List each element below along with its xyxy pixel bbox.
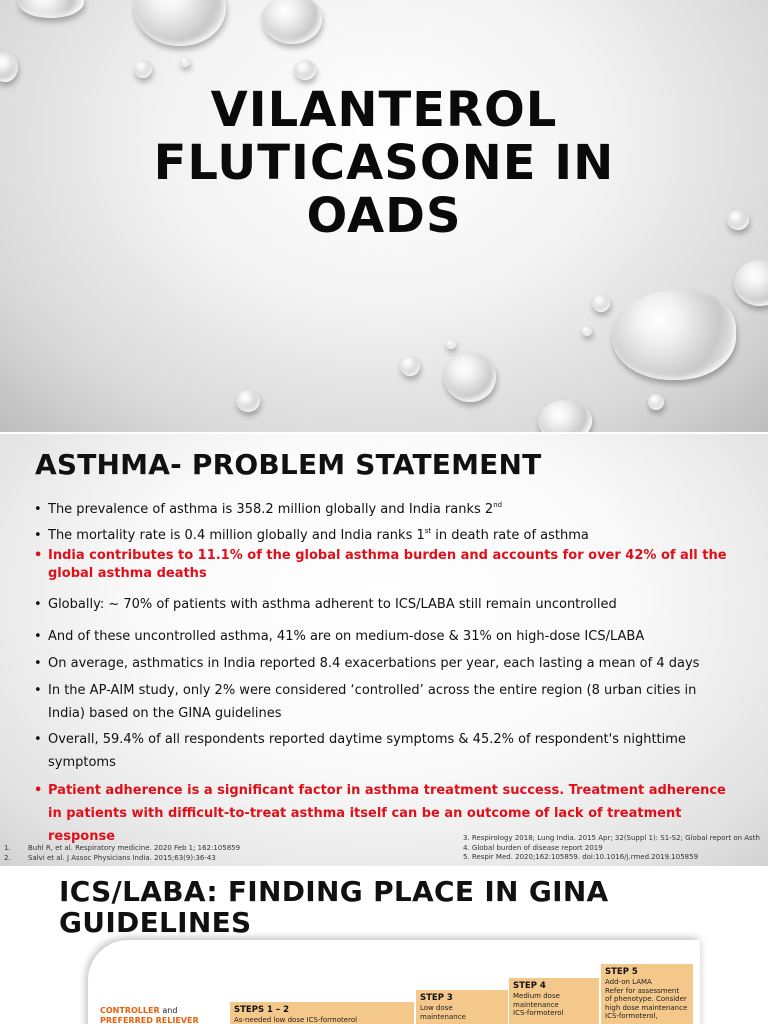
water-drop-decoration [446, 339, 456, 349]
bullet-text-continued: in death rate of asthma [431, 528, 589, 543]
bullet-text: Globally: ~ 70% of patients with asthma adherent to ICS/LABA still remain uncontrolled [48, 597, 617, 612]
references-right [463, 834, 760, 863]
title-line: GUIDELINES [59, 906, 252, 939]
water-drop-decoration [236, 390, 260, 412]
reference-item: 2. Salvi et al. J Assoc Physicians India. 2015;63(9):36-43 [4, 853, 216, 862]
references-left [4, 844, 240, 863]
gina-step-4 [509, 978, 599, 1024]
step-text: maintenance [513, 1000, 559, 1009]
step-text: Low dose [420, 1004, 453, 1012]
water-drop-decoration [734, 260, 768, 306]
step-text: maintenance [420, 1012, 466, 1021]
step-text: Medium dose [513, 992, 560, 1000]
title-slide [0, 0, 768, 432]
step-text: ICS-formoterol [513, 1009, 564, 1017]
slide-title: ASTHMA- PROBLEM STATEMENT [35, 448, 542, 481]
gina-step-1-2 [230, 1002, 414, 1024]
bullet-item-highlight: • India contributes to 11.1% of the global asthma burden and accounts for over 42% of all the global asthma deaths [34, 547, 752, 583]
bullet-text: In the AP-AIM study, only 2% were considered ‘controlled’ across the entire region (8 urban cities in India) based on the GINA guidelines [48, 683, 697, 721]
water-drop-decoration [538, 400, 592, 432]
bullet-item: • Overall, 59.4% of all respondents reported daytime symptoms & 45.2% of respondent's nighttime symptoms [34, 728, 734, 774]
controller-reliever-label: CONTROLLER and PREFERRED RELIEVER [100, 1006, 199, 1024]
water-drop-decoration [0, 52, 18, 82]
water-drop-decoration [582, 326, 592, 336]
gina-guidelines-slide [0, 868, 768, 1024]
reference-item: 3. Respirology 2018; Lung India. 2015 Apr; 32(Suppl 1): S1-S2; Global report on Asth [463, 834, 760, 842]
slide-title [59, 876, 609, 938]
water-drop-decoration [648, 394, 664, 410]
step-text: high dose maintenance [605, 1003, 688, 1012]
title-line: ICS/LABA: FINDING PLACE IN GINA [59, 875, 609, 908]
reference-item: 4. Global burden of disease report 2019 [463, 843, 603, 852]
superscript: nd [493, 501, 503, 509]
bullet-item: • In the AP-AIM study, only 2% were considered ‘controlled’ across the entire region (8 urban cities in India) based on the GINA guidelines [34, 679, 734, 725]
water-drop-decoration [134, 60, 152, 78]
water-drop-decoration [294, 60, 316, 80]
bullet-text: On average, asthmatics in India reported 8.4 exacerbations per year, each lasting a mean of 4 days [48, 656, 700, 671]
water-drop-decoration [444, 352, 496, 402]
water-drop-decoration [180, 57, 190, 67]
title-line: VILANTEROL [210, 82, 558, 138]
water-drop-decoration [262, 0, 322, 44]
title-line: FLUTICASONE IN [153, 135, 615, 191]
water-drop-decoration [612, 290, 736, 380]
bullet-item: • The prevalence of asthma is 358.2 million globally and India ranks 2nd [34, 501, 503, 517]
step-text: Refer for assessment [605, 986, 680, 995]
bullet-text: Overall, 59.4% of all respondents reported daytime symptoms & 45.2% of respondent's nighttime symptoms [48, 732, 686, 770]
gina-step-5 [601, 964, 693, 1024]
step-name: STEPS 1 – 2 [234, 1005, 290, 1015]
bullet-text: India contributes to 11.1% of the global asthma burden and accounts for over 42% of all the global asthma deaths [48, 548, 727, 581]
bullet-item-highlight: • Patient adherence is a significant factor in asthma treatment success. Treatment adherence in patients with difficult-to-treat asthma itself can be an outcome of lack of treatment response [34, 779, 734, 848]
reference-item: 5. Respir Med. 2020;162:105859. doi:10.1016/j.rmed.2019.105859 [463, 853, 699, 861]
water-drop-decoration [18, 0, 84, 18]
superscript: st [424, 527, 432, 535]
gina-step-3 [416, 990, 508, 1024]
water-drop-decoration [400, 356, 420, 376]
step-text: As-needed low dose ICS-formoterol [234, 1016, 358, 1024]
step-text: of phenotype. Consider [605, 995, 687, 1003]
bullet-text: Patient adherence is a significant factor in asthma treatment success. Treatment adherence in patients with difficult-to-treat asthma itself can be an outcome of lack of treatment response [48, 783, 726, 844]
bullet-text: And of these uncontrolled asthma, 41% are on medium-dose & 31% on high-dose ICS/LABA [48, 629, 645, 644]
bullet-text: The prevalence of asthma is 358.2 million globally and India ranks 2 [48, 502, 494, 517]
water-drop-decoration [592, 294, 610, 312]
bullet-item: • Globally: ~ 70% of patients with asthma adherent to ICS/LABA still remain uncontrolled [34, 593, 752, 616]
bullet-item: • The mortality rate is 0.4 million globally and India ranks 1st in death rate of asthma [34, 527, 589, 543]
bullet-text: The mortality rate is 0.4 million globally and India ranks 1 [48, 528, 425, 543]
problem-statement-slide [0, 434, 768, 866]
title-line: OADS [306, 188, 462, 244]
water-drop-decoration [134, 0, 226, 46]
bullet-item: • And of these uncontrolled asthma, 41% are on medium-dose & 31% on high-dose ICS/LABA [34, 625, 752, 648]
presentation-title [0, 84, 768, 243]
step-name: STEP 3 [420, 993, 453, 1003]
step-text: Add-on LAMA [605, 978, 652, 986]
bullet-item: • On average, asthmatics in India reported 8.4 exacerbations per year, each lasting a mean of 4 days [34, 652, 752, 675]
step-name: STEP 5 [605, 967, 638, 977]
reference-item: 1. Buhl R, et al. Respiratory medicine. 2020 Feb 1; 162:105859 [4, 844, 241, 852]
step-name: STEP 4 [513, 981, 546, 991]
step-text: ICS-formoterol, [605, 1012, 658, 1020]
